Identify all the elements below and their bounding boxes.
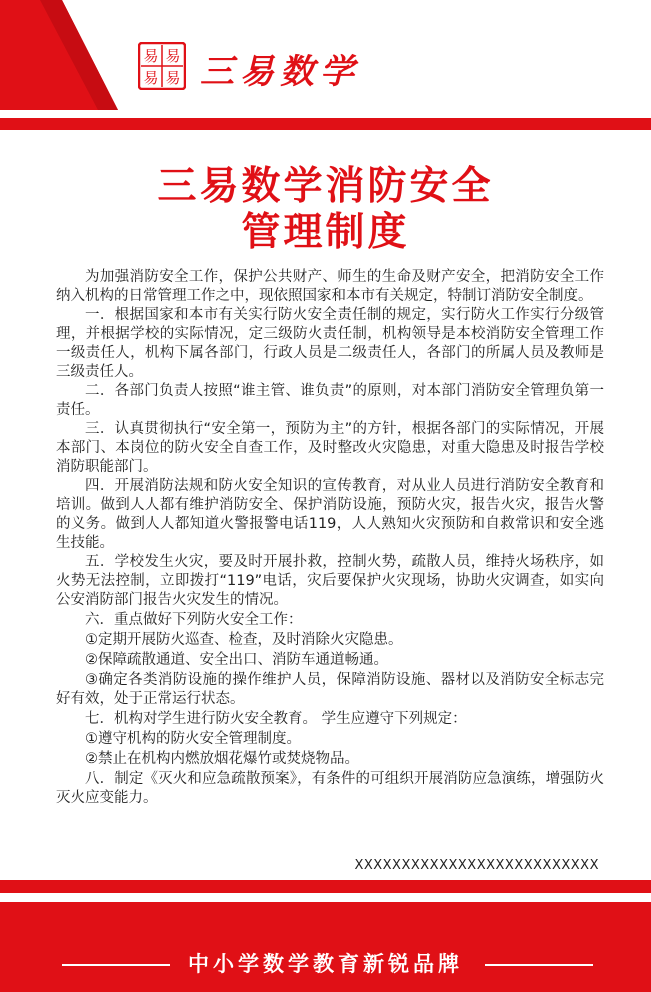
regulation-body [56, 268, 604, 808]
footer-red-band [0, 902, 651, 992]
logo-seal-icon [138, 42, 186, 90]
title-line-2: 管理制度 [241, 210, 410, 255]
article-3: 三．认真贯彻执行“安全第一，预防为主”的方针，根据各部门的实际情况，开展本部门、本岗位的防火安全自查工作，及时整改火灾隐患，对重大隐患及时报告学校消防职能部门。 [56, 421, 604, 475]
article-7-item-1: ①遵守机构的防火安全管理制度。 [85, 731, 301, 747]
footer-slogan: 中小学数学教育新锐品牌 [188, 952, 463, 976]
article-1: 一．根据国家和本市有关实行防火安全责任制的规定，实行防火工作实行分级管理，并根据学校的实际情况，定三级防火责任制，机构领导是本校消防安全管理工作一级责任人，机构下属各部门，行政人员是二级责任人，各部门的所属人员及教师是三级责任人。 [56, 307, 604, 380]
seal-char-3: 易 [143, 69, 159, 87]
seal-char-4: 易 [165, 69, 181, 87]
article-2: 二．各部门负责人按照“谁主管、谁负责”的原则，对本部门消防安全管理负第一责任。 [56, 383, 604, 418]
article-6-item-3: ③确定各类消防设施的操作维护人员，保障消防设施、器材以及消防安全标志完好有效，处于正常运行状态。 [56, 672, 604, 707]
article-6-item-1: ①定期开展防火巡查、检查，及时消除火灾隐患。 [85, 632, 403, 648]
intro-paragraph: 为加强消防安全工作，保护公共财产、师生的生命及财产安全，把消防安全工作纳入机构的日常管理工作之中，现依照国家和本市有关规定，特制订消防安全制度。 [56, 269, 604, 304]
article-4: 四．开展消防法规和防火安全知识的宣传教育，对从业人员进行消防安全教育和培训。做到人人都有维护消防安全、保护消防设施，预防火灾，报告火灾，报告火警的义务。做到人人都知道火警报警电话119，人人熟知火灾预防和自救常识和安全逃生技能。 [56, 478, 604, 551]
article-5: 五．学校发生火灾，要及时开展扑救，控制火势，疏散人员，维持火场秩序，如火势无法控制，立即拨打“119”电话，灾后要保护火灾现场，协助火灾调查，如实向公安消防部门报告火灾发生的情况。 [56, 554, 604, 608]
article-7: 七．机构对学生进行防火安全教育。 学生应遵守下列规定： [85, 711, 467, 727]
seal-char-2: 易 [165, 47, 181, 65]
article-7-item-2: ②禁止在机构内燃放烟花爆竹或焚烧物品。 [85, 751, 359, 767]
footer-stripe [0, 880, 651, 893]
title-line-1: 三易数学消防安全 [157, 164, 494, 209]
header-stripe [0, 118, 651, 130]
article-6-item-2: ②保障疏散通道、安全出口、消防车通道畅通。 [85, 652, 388, 668]
signature: XXXXXXXXXXXXXXXXXXXXXXXXXX [354, 858, 599, 873]
article-6: 六．重点做好下列防火安全工作： [85, 612, 303, 628]
brand-name: 三易数学 [200, 52, 360, 92]
seal-char-1: 易 [143, 47, 159, 65]
article-8: 八．制定《灭火和应急疏散预案》，有条件的可组织开展消防应急演练，增强防火灭火应变能力。 [56, 771, 604, 806]
